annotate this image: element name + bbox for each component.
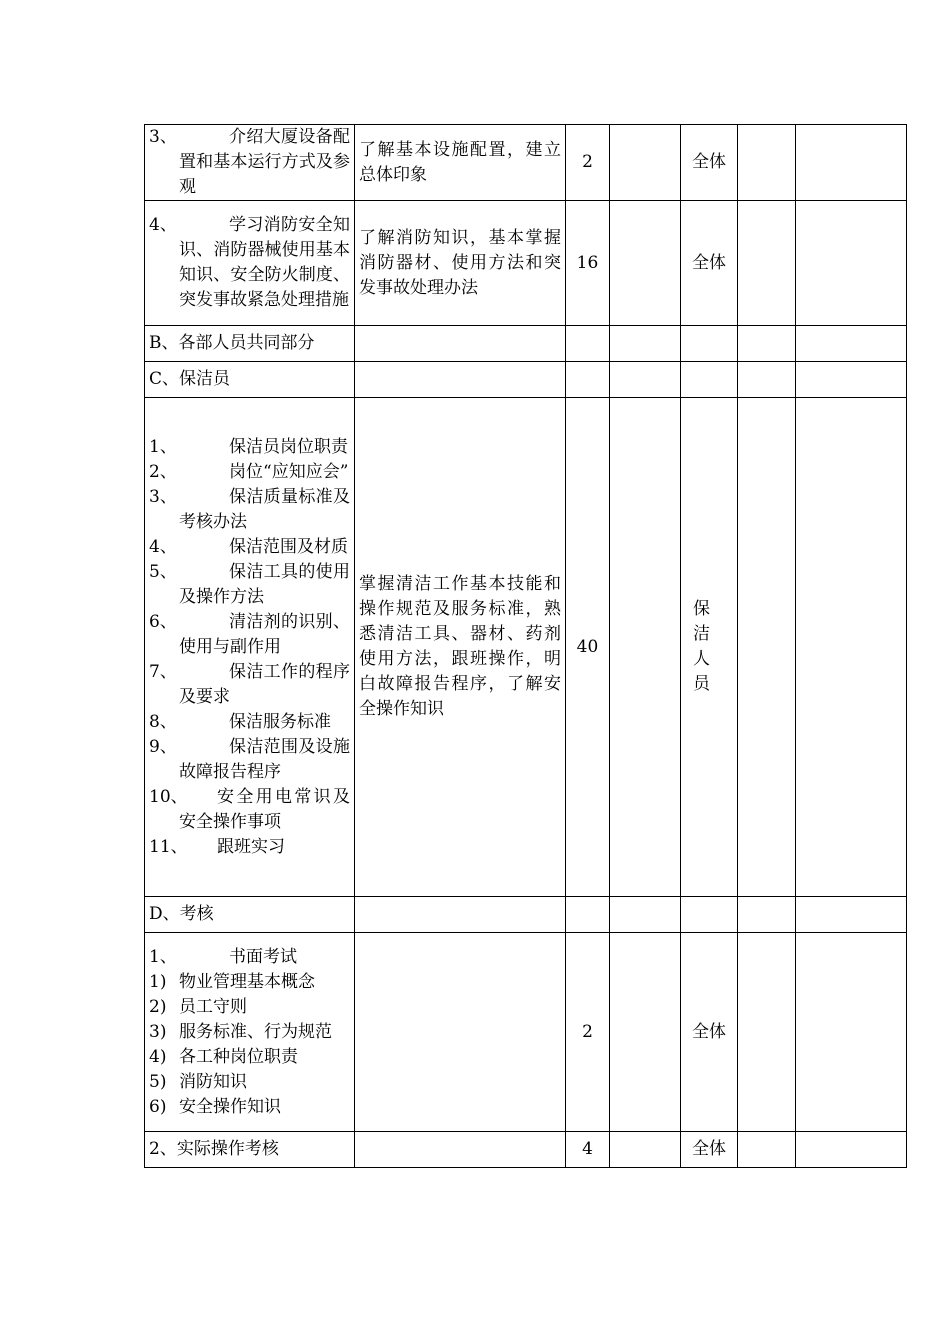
sub-item-number: 4) [149, 1046, 167, 1067]
empty-cell [355, 897, 566, 933]
course-content-cell [145, 933, 355, 1132]
course-item [149, 125, 350, 200]
item-number: 1、 [149, 436, 177, 457]
empty-cell [610, 897, 681, 933]
item-number: 9、 [149, 736, 177, 757]
item-number: 3、 [149, 486, 177, 507]
course-content-cell [145, 125, 355, 201]
empty-cell [796, 1132, 907, 1168]
empty-cell [681, 326, 738, 362]
empty-cell [796, 398, 907, 897]
course-item [149, 460, 350, 485]
empty-cell [355, 326, 566, 362]
item-text: 清洁剂的识别、使用与副作用 [179, 611, 350, 657]
empty-cell [738, 1132, 796, 1168]
item-number: 3、 [149, 127, 177, 147]
course-item [149, 610, 350, 660]
empty-cell [610, 326, 681, 362]
sub-item [149, 995, 350, 1020]
item-text: 保洁范围及设施故障报告程序 [179, 736, 350, 782]
item-text: 保洁服务标准 [229, 711, 331, 732]
course-item [149, 535, 350, 560]
empty-cell [738, 933, 796, 1132]
course-content-cell [145, 398, 355, 897]
table-row [145, 933, 907, 1132]
empty-cell [610, 362, 681, 398]
table-row [145, 398, 907, 897]
empty-cell [355, 362, 566, 398]
section-heading: B、各部人员共同部分 [145, 326, 355, 362]
empty-cell [796, 362, 907, 398]
sub-item-text: 服务标准、行为规范 [179, 1021, 332, 1042]
sub-item-text: 员工守则 [179, 996, 247, 1017]
item-number: 7、 [149, 661, 177, 682]
table-row [145, 201, 907, 326]
item-number: 5、 [149, 561, 177, 582]
empty-cell [610, 933, 681, 1132]
empty-cell [610, 125, 681, 201]
table-row [145, 326, 907, 362]
empty-cell [738, 362, 796, 398]
sub-item [149, 970, 350, 995]
empty-cell [738, 125, 796, 201]
hours-cell: 2 [566, 125, 610, 201]
item-number: 11、 [149, 836, 188, 857]
item-text: 学习消防安全知识、消防器械使用基本知识、安全防火制度、突发事故紧急处理措施 [179, 215, 350, 310]
sub-item [149, 1070, 350, 1095]
empty-cell [796, 933, 907, 1132]
item-number: 6、 [149, 611, 177, 632]
course-item [149, 435, 350, 460]
target-cell: 保洁人员 [681, 398, 738, 897]
hours-cell: 2 [566, 933, 610, 1132]
training-goal-cell [355, 933, 566, 1132]
sub-item-text: 物业管理基本概念 [179, 971, 315, 992]
section-heading: 2、实际操作考核 [145, 1132, 355, 1168]
course-item [149, 735, 350, 785]
target-cell: 全体 [681, 1132, 738, 1168]
table-row [145, 897, 907, 933]
hours-cell: 16 [566, 201, 610, 326]
course-item [149, 485, 350, 535]
course-item [149, 213, 350, 313]
empty-cell [796, 125, 907, 201]
empty-cell [738, 326, 796, 362]
sub-item [149, 1020, 350, 1045]
empty-cell [355, 1132, 566, 1168]
target-cell: 全体 [681, 933, 738, 1132]
training-goal-cell: 掌握清洁工作基本技能和操作规范及服务标准，熟悉清洁工具、器材、药剂使用方法，跟班操作，明白故障报告程序，了解安全操作知识 [355, 398, 566, 897]
item-text: 书面考试 [229, 946, 297, 967]
table-row [145, 1132, 907, 1168]
sub-item [149, 1045, 350, 1070]
empty-cell [566, 897, 610, 933]
course-item [149, 785, 350, 835]
sub-item-number: 5) [149, 1071, 167, 1092]
target-cell: 全体 [681, 125, 738, 201]
course-item [149, 945, 350, 970]
empty-cell [566, 326, 610, 362]
item-text: 跟班实习 [217, 836, 285, 857]
empty-cell [610, 201, 681, 326]
sub-item-text: 安全操作知识 [179, 1096, 281, 1117]
empty-cell [796, 326, 907, 362]
table-row [145, 362, 907, 398]
item-number: 2、 [149, 461, 177, 482]
item-text: 保洁质量标准及考核办法 [179, 486, 350, 532]
sub-item-text: 消防知识 [179, 1071, 247, 1092]
item-text: 保洁工作的程序及要求 [179, 661, 350, 707]
item-text: 岗位“应知应会” [229, 461, 349, 482]
course-content-cell [145, 201, 355, 326]
item-number: 10、 [149, 786, 188, 807]
empty-cell [681, 362, 738, 398]
course-item [149, 660, 350, 710]
empty-cell [566, 362, 610, 398]
empty-cell [681, 897, 738, 933]
item-text: 保洁工具的使用及操作方法 [179, 561, 350, 607]
item-text: 保洁员岗位职责 [229, 436, 348, 457]
item-number: 4、 [149, 536, 177, 557]
sub-item [149, 1095, 350, 1120]
training-goal-cell: 了解消防知识，基本掌握消防器材、使用方法和突发事故处理办法 [355, 201, 566, 326]
training-goal-cell: 了解基本设施配置，建立总体印象 [355, 125, 566, 201]
empty-cell [738, 201, 796, 326]
training-plan-table [144, 124, 907, 1168]
table-row [145, 125, 907, 201]
sub-item-number: 6) [149, 1096, 167, 1117]
sub-item-number: 1) [149, 971, 167, 992]
sub-item-text: 各工种岗位职责 [179, 1046, 298, 1067]
empty-cell [738, 398, 796, 897]
sub-item-number: 2) [149, 996, 167, 1017]
hours-cell: 40 [566, 398, 610, 897]
empty-cell [610, 1132, 681, 1168]
empty-cell [738, 897, 796, 933]
course-item [149, 710, 350, 735]
item-text: 保洁范围及材质 [229, 536, 348, 557]
item-number: 8、 [149, 711, 177, 732]
section-heading: C、保洁员 [145, 362, 355, 398]
item-text: 安全用电常识及安全操作事项 [179, 786, 350, 832]
empty-cell [796, 897, 907, 933]
sub-item-number: 3) [149, 1021, 167, 1042]
item-number: 1、 [149, 946, 177, 967]
course-item [149, 835, 350, 860]
hours-cell: 4 [566, 1132, 610, 1168]
empty-cell [610, 398, 681, 897]
section-heading: D、考核 [145, 897, 355, 933]
target-cell: 全体 [681, 201, 738, 326]
item-text: 介绍大厦设备配置和基本运行方式及参观 [179, 127, 350, 197]
item-number: 4、 [149, 215, 177, 235]
course-item [149, 560, 350, 610]
empty-cell [796, 201, 907, 326]
